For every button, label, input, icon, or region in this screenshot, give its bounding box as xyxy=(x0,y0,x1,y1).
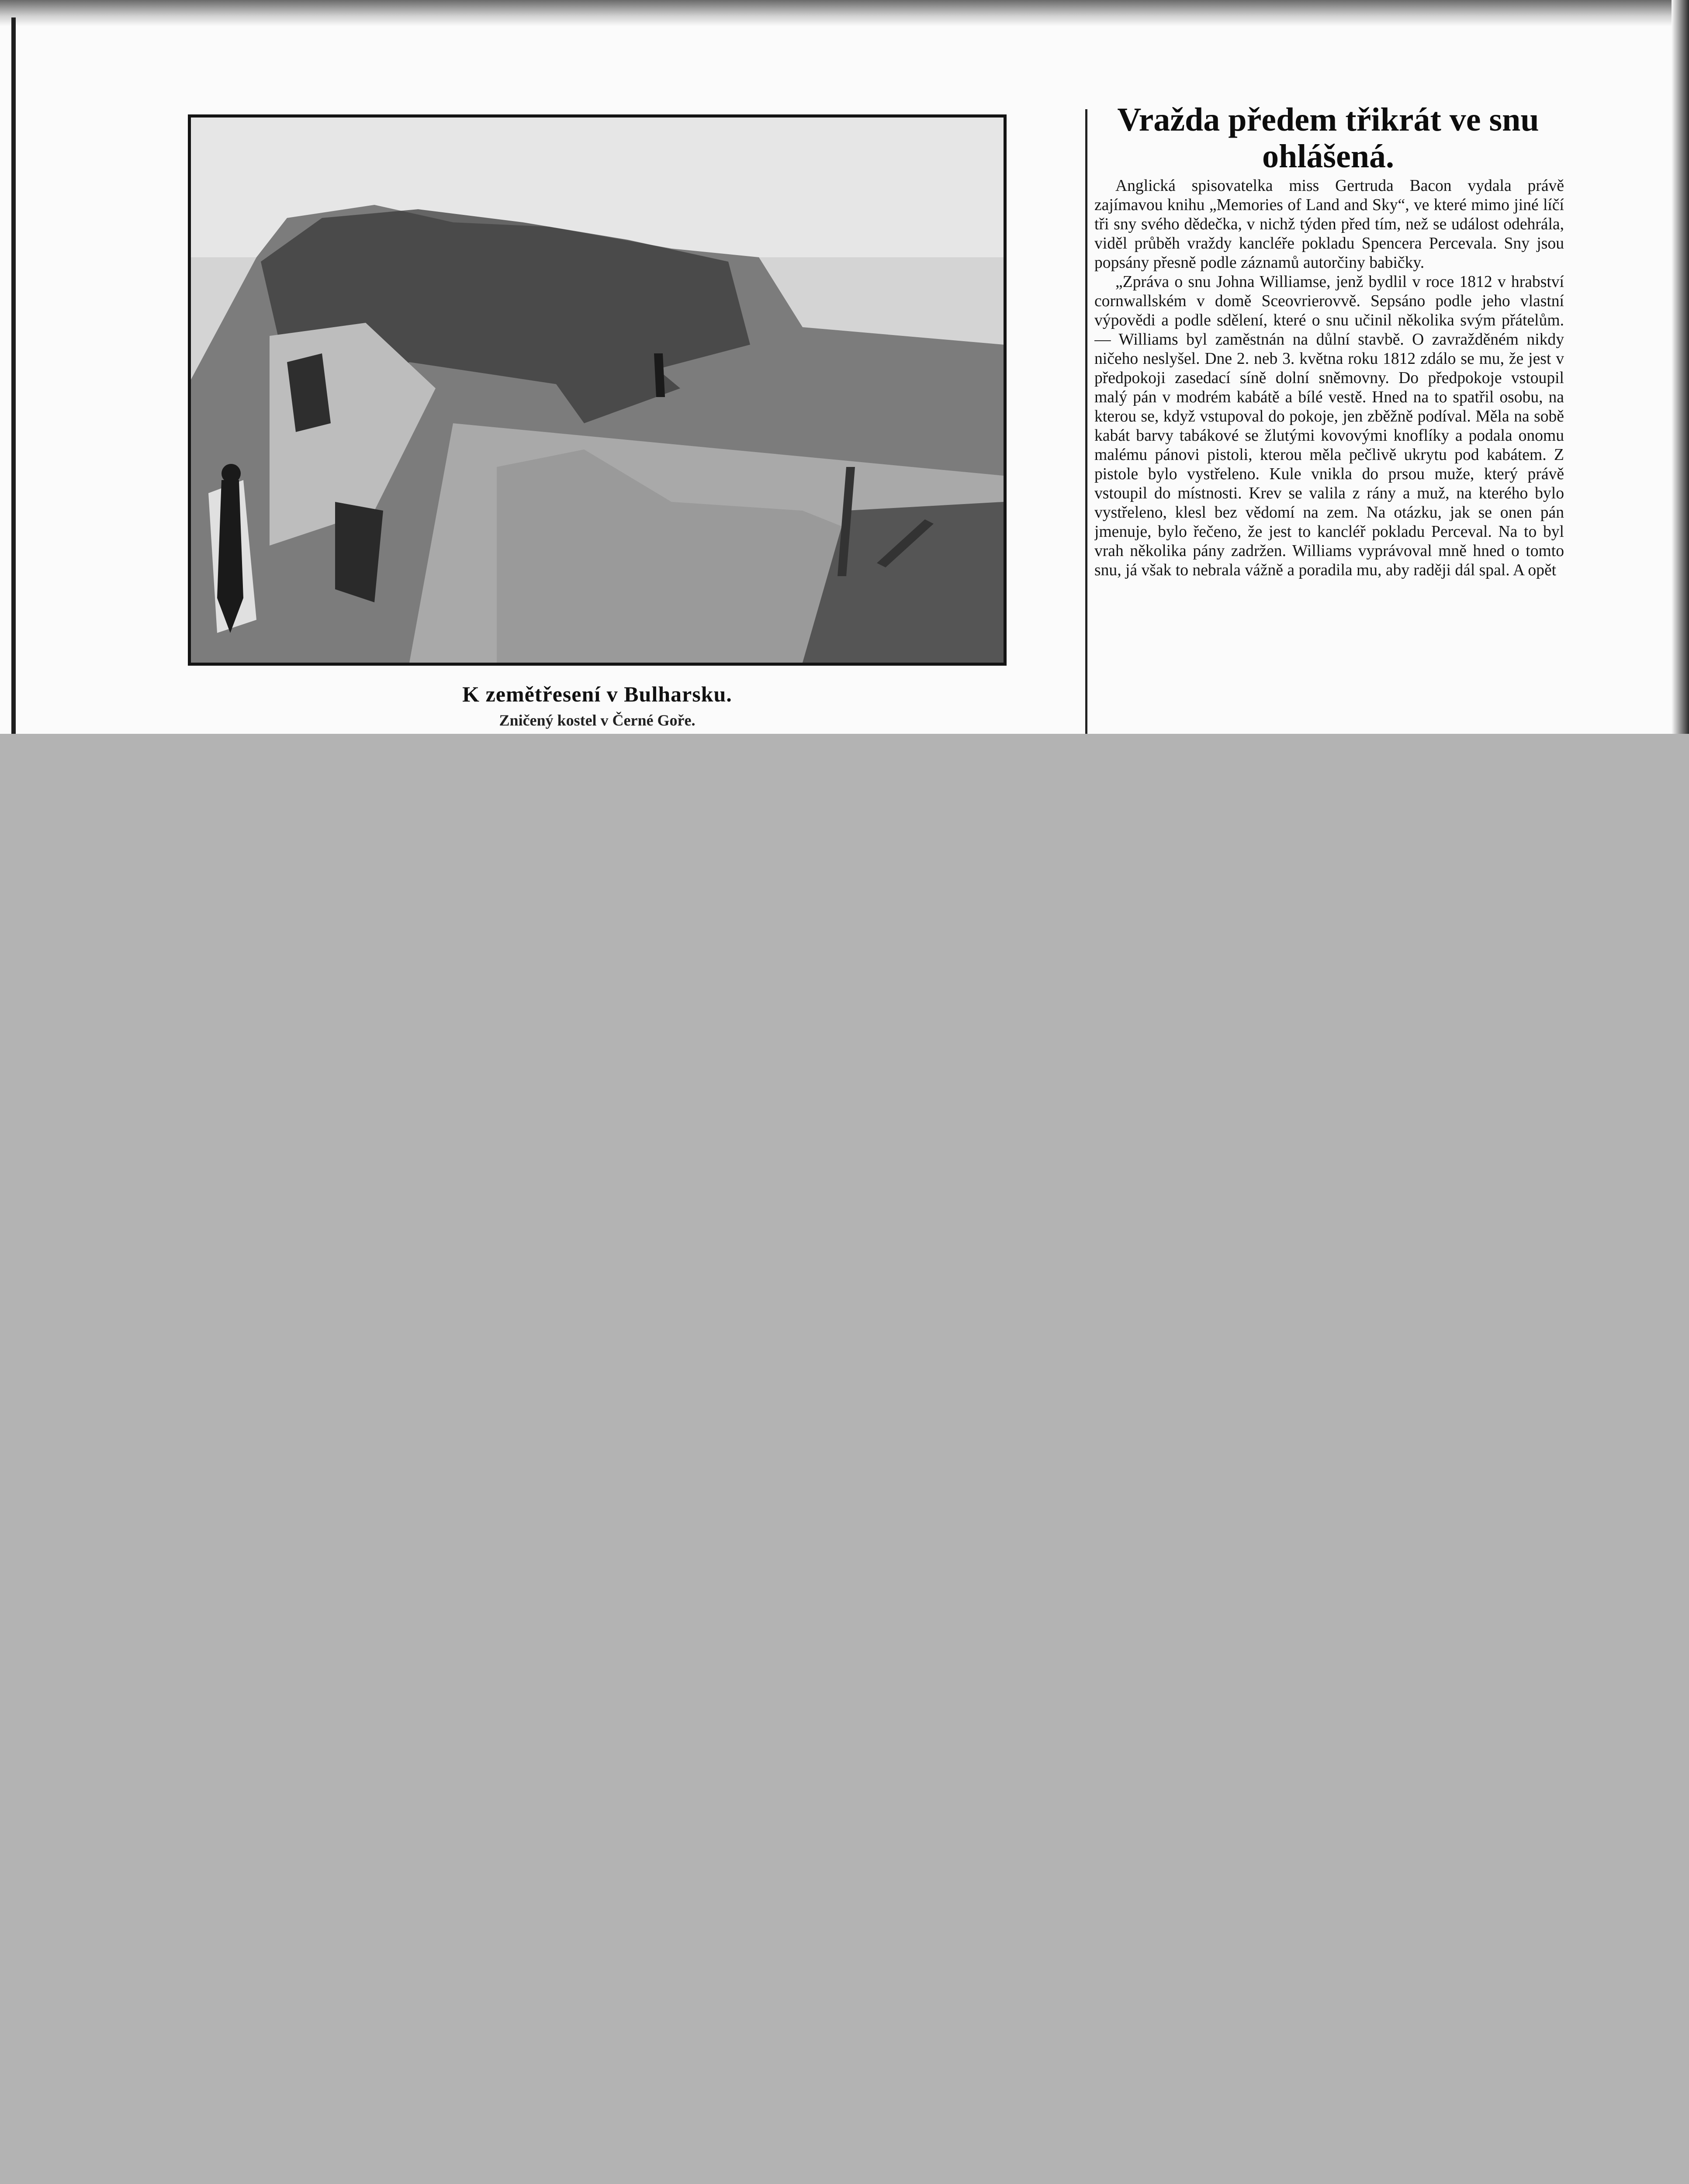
headline-line-1: Vražda předem třikrát ve snu xyxy=(1117,101,1539,138)
photo-caption-title: K zemětřesení v Bulharsku. xyxy=(462,682,732,706)
article-paragraph: Anglická spisovatelka miss Gertruda Bacon vydala právě zajímavou knihu „Memories of Land and Sky“, ve které mimo jiné líčí tři sny svého dědečka, v nichž týden před tím, než se událost odehrála, viděl průběh vraždy kancléře pokladu Spencera Percevala. Sny jsou popsány přesně podle záznamů autorčiny babičky. xyxy=(1094,177,1564,272)
article-headline xyxy=(1092,101,1564,175)
earthquake-photo xyxy=(188,114,1007,666)
headline-line-2: ohlášená. xyxy=(1262,138,1394,175)
column-rule xyxy=(1085,109,1087,734)
article-paragraph: „Zpráva o snu Johna Williamse, jenž bydlil v roce 1812 v hrabství cornwallském v domě Sceovrierovvě. Sepsáno podle jeho vlastní výpovědi a podle sdělení, které o snu učinil několika svým přátelům. — Williams byl zaměstnán na důlní stavbě. O zavražděném nikdy ničeho neslyšel. Dne 2. neb 3. května roku 1812 zdálo se mu, že jest v předpokoji zasedací síně dolní sněmovny. Do předpokoje vstoupil malý pán v modrém kabátě a bílé vestě. Hned na to spatřil osobu, na kterou se, když vstupoval do pokoje, jen zběžně podíval. Měla na sobě kabát barvy tabákové se žlutými kovovými knoflíky a podala onomu malému pánovi pistoli, kterou měla pečlivě ukrytu pod kabátem. Z pistole bylo vystřeleno. Kule vnikla do prsou muže, který právě vstoupil do místnosti. Krev se valila z rány a muž, na kterého bylo vystřeleno, klesl bez vědomí na zem. Na otázku, jak se onen pán jmenuje, bylo řečeno, že jest to kancléř pokladu Perceval. Na to byl vrah několika pány zadržen. Williams vyprávoval mně hned o tomto snu, já však to nebrala vážně a poradila mu, aby raději dál spal. A opět xyxy=(1094,273,1564,579)
newspaper-page xyxy=(0,0,1689,734)
ruins-illustration xyxy=(191,117,1004,663)
article-body xyxy=(1094,176,1564,734)
page-edge-shadow xyxy=(11,17,16,734)
photo-caption-subtitle: Zničený kostel v Černé Goře. xyxy=(499,712,696,729)
